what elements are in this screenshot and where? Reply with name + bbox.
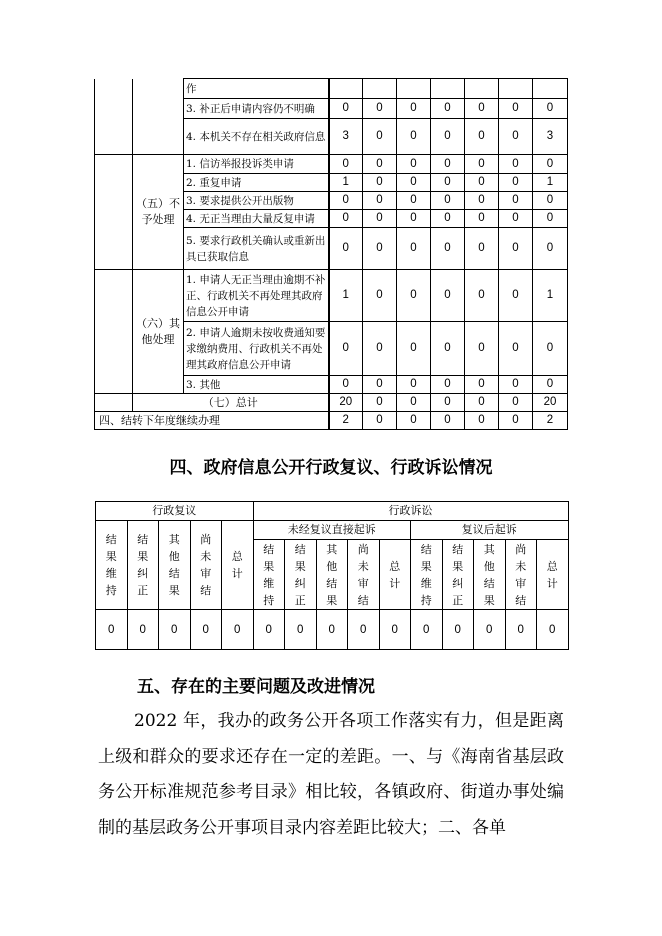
value-cell: 0 [465,376,499,394]
value-cell: 0 [499,412,533,430]
section-5-paragraph [98,704,564,846]
review-col-3: 其 他 结 果 [159,521,191,610]
value-cell: 0 [465,99,499,119]
value-cell [465,79,499,99]
value-cell: 0 [465,228,499,270]
item-label: 2. 重复申请 [184,174,329,192]
value-cell: 0 [363,155,397,174]
value-cell: 0 [397,174,431,192]
value-cell: 0 [465,192,499,210]
value-cell: 0 [363,376,397,394]
value-cell: 0 [397,270,431,322]
value-cell: 0 [465,119,499,155]
value-cell: 1 [533,174,568,192]
value-cell: 0 [96,610,128,650]
value-cell: 0 [329,192,363,210]
value-cell: 0 [222,610,254,650]
value-cell: 0 [499,270,533,322]
value-cell: 0 [465,210,499,228]
table-row [95,270,568,322]
review-col-5: 总 计 [222,521,254,610]
value-cell: 0 [397,119,431,155]
value-cell: 0 [537,610,569,650]
value-cell: 0 [499,376,533,394]
value-cell: 3 [533,119,568,155]
after-review-col-header: 结 果 纠 正 [442,540,474,610]
value-cell: 0 [363,412,397,430]
review-col-1: 结 果 维 持 [96,521,128,610]
item-label: 2. 申请人逾期未按收费通知要求缴纳费用、行政机关不再处理其政府信息公开申请 [184,322,329,376]
value-cell: 0 [465,270,499,322]
review-col-4: 尚 未 审 结 [190,521,222,610]
value-cell: 0 [465,412,499,430]
value-cell: 0 [499,322,533,376]
carry-over-row [95,412,568,430]
value-cell: 0 [363,174,397,192]
item-label: 3. 补正后申请内容仍不明确 [184,99,329,119]
value-cell [499,79,533,99]
value-cell: 0 [363,322,397,376]
value-cell: 0 [329,228,363,270]
value-cell: 0 [431,192,465,210]
value-cell: 0 [465,394,499,412]
value-cell [397,79,431,99]
direct-litigation-header: 未经复议直接起诉 [253,521,411,540]
value-cell: 0 [465,322,499,376]
carry-over-label: 四、结转下年度继续办理 [95,412,329,430]
after-review-col-header: 其 他 结 果 [474,540,506,610]
value-cell: 0 [329,376,363,394]
value-cell: 20 [533,394,568,412]
value-cell: 0 [499,394,533,412]
value-cell: 0 [431,99,465,119]
value-cell: 0 [533,376,568,394]
value-cell: 0 [431,210,465,228]
value-cell: 0 [533,322,568,376]
section-5-title: 五、存在的主要问题及改进情况 [137,677,375,697]
value-cell: 0 [499,99,533,119]
value-cell: 0 [397,376,431,394]
value-cell: 2 [329,412,363,430]
item-label: 1. 信访举报投诉类申请 [184,155,329,174]
indent-cell [95,394,133,412]
value-cell: 0 [285,610,317,650]
direct-col-header: 尚 未 审 结 [348,540,380,610]
value-cell: 0 [329,99,363,119]
item-label: 5. 要求行政机关确认或重新出具已获取信息 [184,228,329,270]
value-cell [363,79,397,99]
value-cell: 20 [329,394,363,412]
value-cell: 0 [397,192,431,210]
table-row [95,79,568,99]
value-cell: 0 [431,174,465,192]
value-cell: 0 [397,394,431,412]
review-col-2: 结 果 纠 正 [127,521,159,610]
after-review-col-header: 结 果 维 持 [411,540,443,610]
value-cell: 0 [397,210,431,228]
value-cell: 0 [397,99,431,119]
value-cell: 0 [397,228,431,270]
group-label: （六）其他处理 [133,270,184,394]
litigation-header: 行政诉讼 [253,502,568,521]
indent-cell [95,79,133,155]
value-cell: 0 [431,270,465,322]
value-cell: 0 [190,610,222,650]
value-cell: 0 [499,174,533,192]
value-cell: 0 [329,322,363,376]
value-cell: 0 [329,210,363,228]
item-label: 3. 其他 [184,376,329,394]
item-label: 3. 要求提供公开出版物 [184,192,329,210]
value-cell: 0 [363,270,397,322]
value-cell: 0 [397,322,431,376]
direct-col-header: 结 果 纠 正 [285,540,317,610]
value-cell: 2 [533,412,568,430]
value-cell: 0 [363,99,397,119]
value-cell: 0 [499,210,533,228]
group-label [133,79,184,155]
value-cell: 0 [474,610,506,650]
value-cell: 0 [329,155,363,174]
value-cell: 0 [363,210,397,228]
value-cell: 0 [533,228,568,270]
value-cell: 0 [397,155,431,174]
value-cell: 0 [533,192,568,210]
value-cell: 0 [363,192,397,210]
value-cell [329,79,363,99]
value-cell: 0 [379,610,411,650]
section-4-title: 四、政府信息公开行政复议、行政诉讼情况 [169,458,493,478]
value-cell: 3 [329,119,363,155]
direct-col-header: 结 果 维 持 [253,540,285,610]
value-cell: 1 [533,270,568,322]
after-review-header: 复议后起诉 [411,521,569,540]
value-cell: 0 [533,99,568,119]
value-cell: 0 [499,192,533,210]
value-cell: 0 [442,610,474,650]
value-cell [431,79,465,99]
item-label: 4. 本机关不存在相关政府信息 [184,119,329,155]
value-cell: 0 [431,376,465,394]
after-review-col-header: 总 计 [537,540,569,610]
table-row [95,155,568,174]
direct-col-header: 总 计 [379,540,411,610]
value-cell: 0 [431,322,465,376]
value-cell: 0 [431,155,465,174]
value-cell: 0 [159,610,191,650]
value-cell: 0 [431,228,465,270]
value-cell: 0 [465,174,499,192]
value-cell: 0 [411,610,443,650]
value-cell: 0 [499,155,533,174]
item-label: 作 [184,79,329,99]
paragraph-text: 2022 年，我办的政务公开各项工作落实有力，但是距离上级和群众的要求还存在一定的差距。一、与《海南省基层政务公开标准规范参考目录》相比较，各镇政府、街道办事处编制的基层政务公开事项目录内容差距比较大；二、各单 [98,711,564,838]
group-label: （五）不予处理 [133,155,184,270]
value-cell: 0 [348,610,380,650]
direct-col-header: 其 他 结 果 [316,540,348,610]
review-header: 行政复议 [96,502,254,521]
value-cell: 0 [499,119,533,155]
application-handling-table [94,78,568,430]
value-cell: 0 [431,119,465,155]
value-cell: 0 [431,394,465,412]
total-row [95,394,568,412]
indent-cell [95,155,133,270]
value-cell: 0 [316,610,348,650]
total-label: （七）总计 [133,394,329,412]
value-cell: 0 [253,610,285,650]
value-cell [533,79,568,99]
value-cell: 1 [329,270,363,322]
value-cell: 0 [505,610,537,650]
value-cell: 0 [431,412,465,430]
value-cell: 0 [397,412,431,430]
after-review-col-header: 尚 未 审 结 [505,540,537,610]
item-label: 4. 无正当理由大量反复申请 [184,210,329,228]
item-label: 1. 申请人无正当理由逾期不补正、行政机关不再处理其政府信息公开申请 [184,270,329,322]
value-cell: 0 [363,228,397,270]
indent-cell [95,270,133,394]
value-cell: 0 [499,228,533,270]
review-litigation-table [95,501,569,650]
value-cell: 0 [465,155,499,174]
value-cell: 0 [533,210,568,228]
value-cell: 1 [329,174,363,192]
value-cell: 0 [363,119,397,155]
value-cell: 0 [533,155,568,174]
value-cell: 0 [363,394,397,412]
value-cell: 0 [127,610,159,650]
